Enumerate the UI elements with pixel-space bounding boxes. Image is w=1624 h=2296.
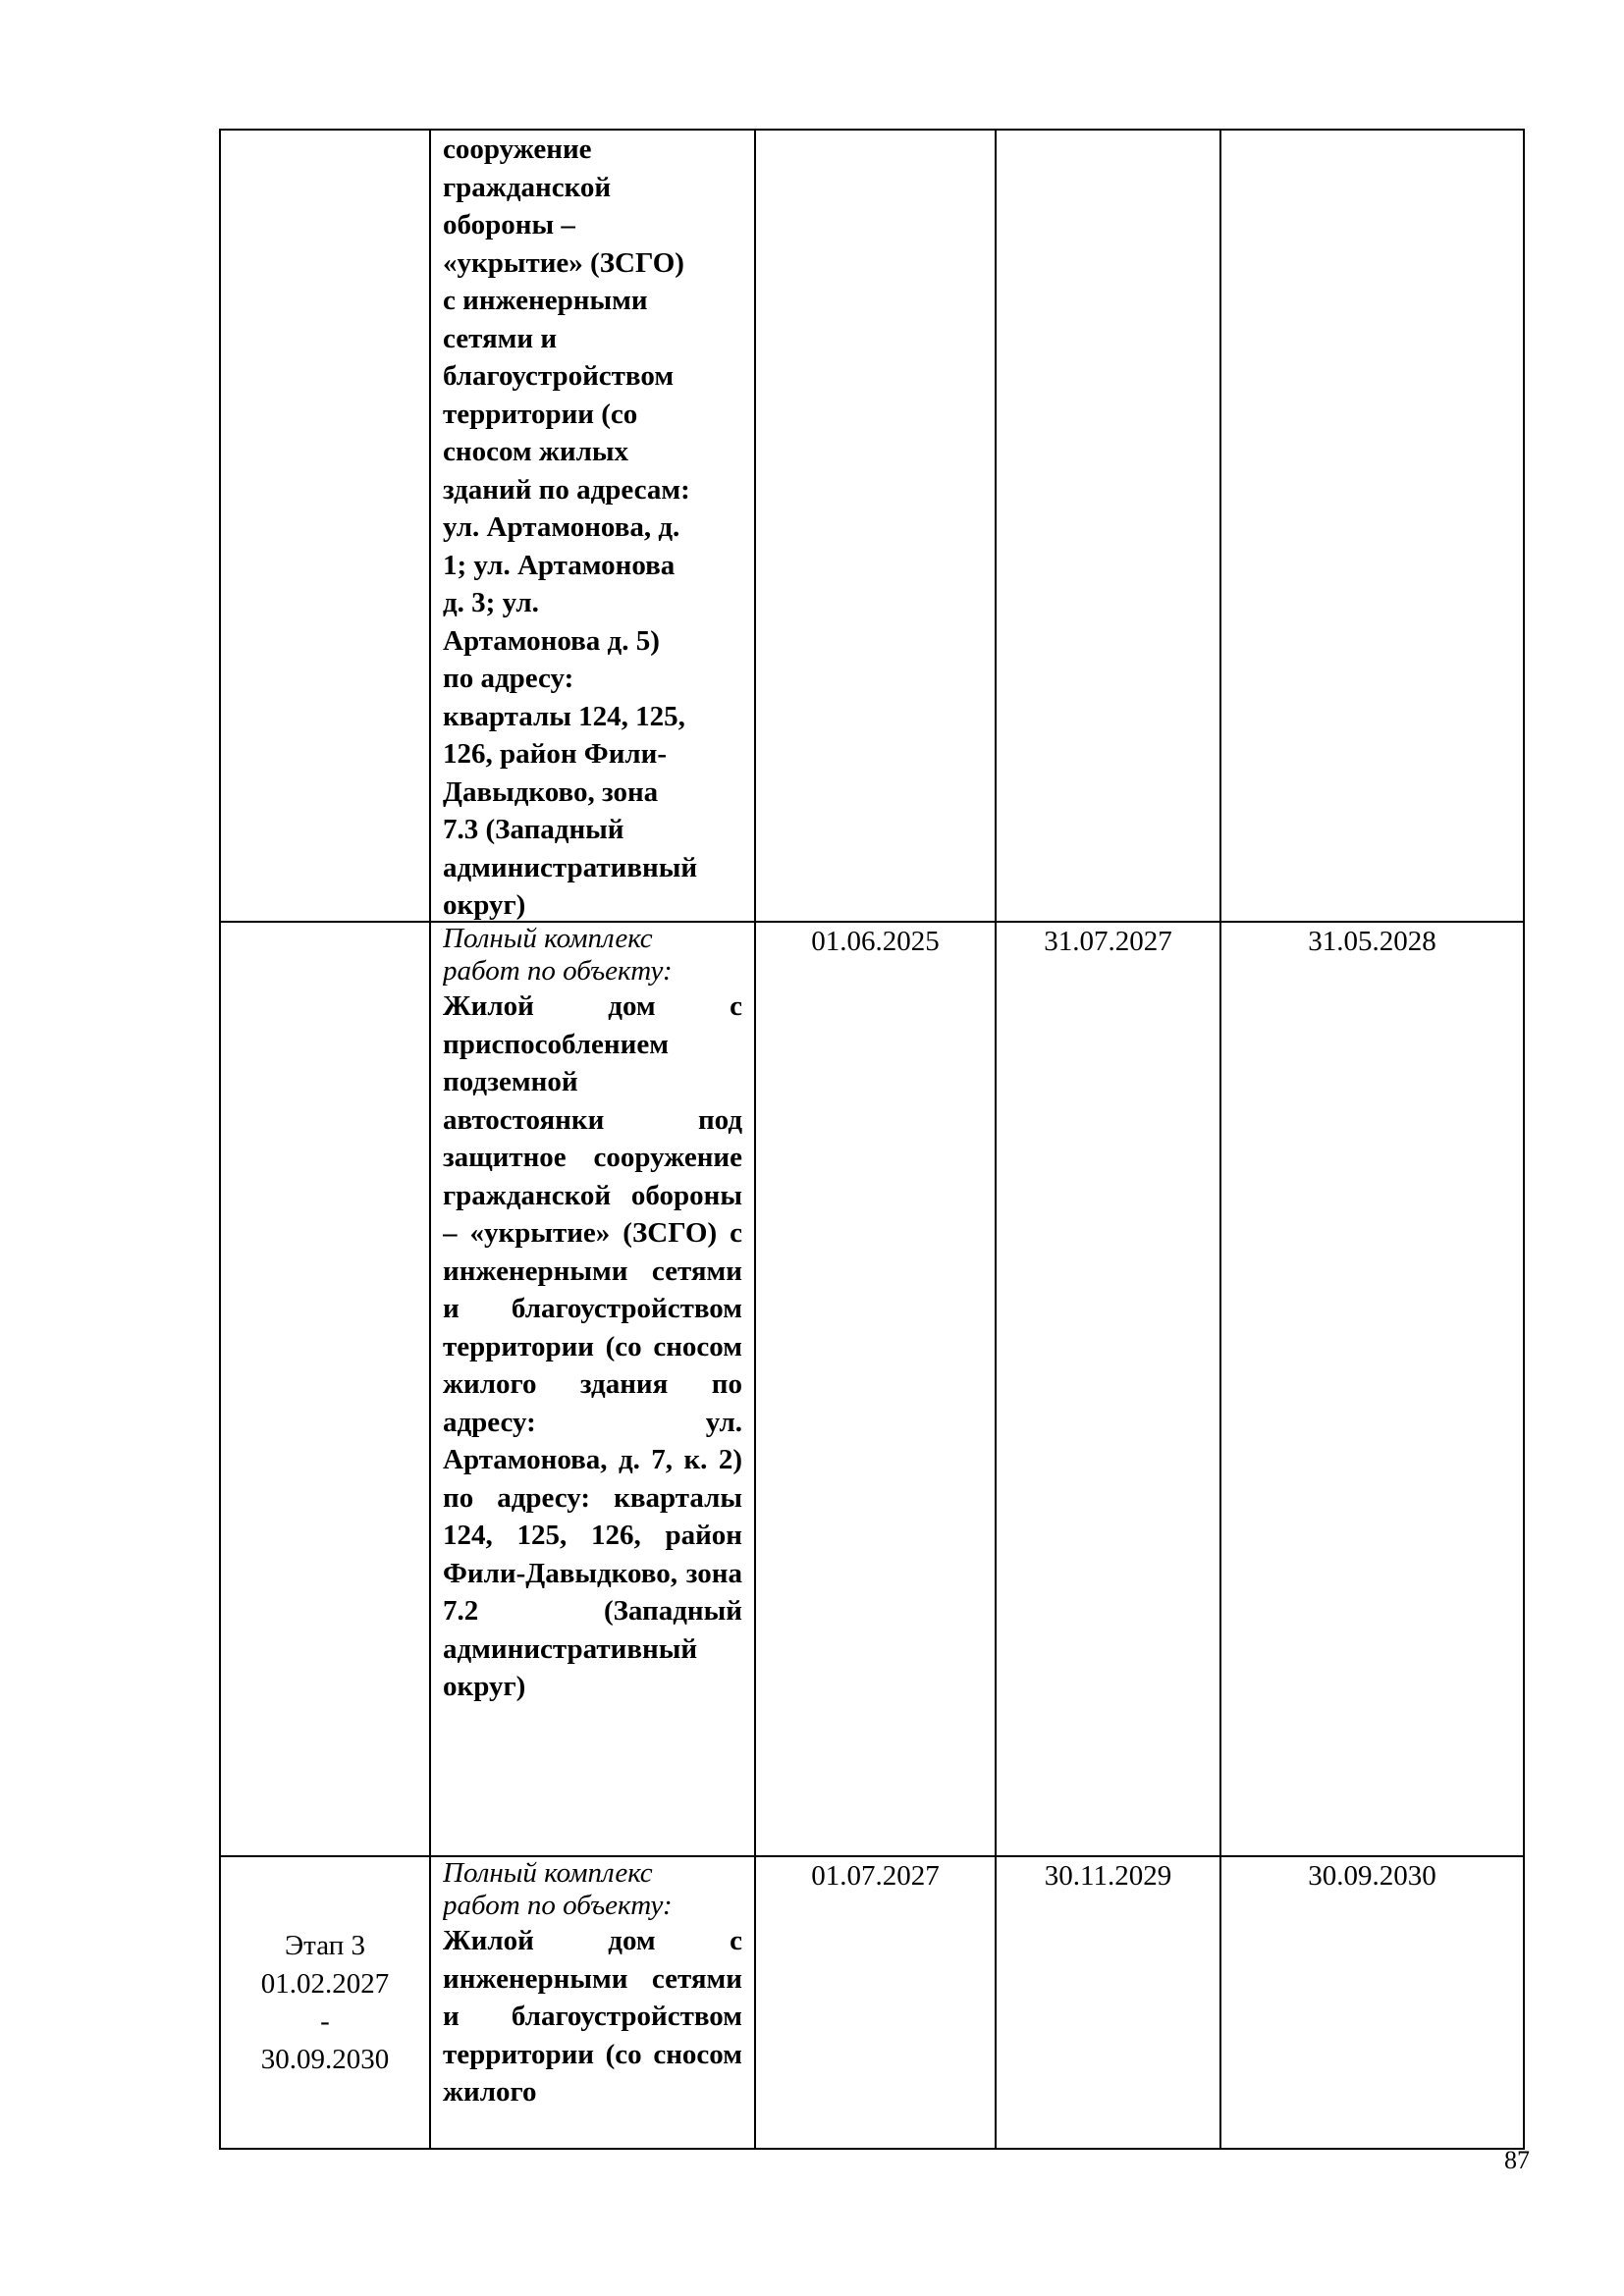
object-description-cell — [430, 922, 755, 1856]
object-title: Жилой дом с приспособлением подземной автостоянки под защитное сооружение гражданской обороны – «укрытие» (ЗСГО) с инженерными сетями и благоустройством территории (со сносом жилого здания по адресу: ул. Артамонова, д. 7, к. 2) по адресу: кварталы 124, 125, 126, район Фили-Давыдково, зона 7.2 (Западный административный округ) — [443, 990, 742, 1702]
end-date-cell — [996, 130, 1220, 922]
stage-cell — [220, 1856, 430, 2149]
work-scope-intro: Полный комплекс работ по объекту: — [443, 1857, 673, 1921]
stage-cell — [220, 922, 430, 1856]
start-date-cell: 01.07.2027 — [755, 1856, 996, 2149]
work-scope-intro: Полный комплекс работ по объекту: — [443, 923, 673, 987]
stage-cell — [220, 130, 430, 922]
stage-label: Этап 3 01.02.2027 - 30.09.2030 — [260, 1930, 390, 2075]
object-title: Жилой дом с инженерными сетями и благоустройством территории (со сносом жилого — [443, 1925, 742, 2108]
table-row — [220, 130, 1524, 922]
start-date-cell: 01.06.2025 — [755, 922, 996, 1856]
end-date-cell: 30.11.2029 — [996, 1856, 1220, 2149]
table-row — [220, 1856, 1524, 2149]
commissioning-date-cell: 31.05.2028 — [1220, 922, 1524, 1856]
commissioning-date-cell — [1220, 130, 1524, 922]
table-row — [220, 922, 1524, 1856]
page-number: 87 — [1504, 2146, 1530, 2174]
end-date-cell: 31.07.2027 — [996, 922, 1220, 1856]
object-description-cell — [430, 1856, 755, 2149]
object-description-cell — [430, 130, 755, 922]
object-title: сооружение гражданской обороны – «укрытие» (ЗСГО) с инженерными сетями и благоустройством территории (со сносом жилых зданий по адресам: ул. Артамонова, д. 1; ул. Артамонова д. 3; ул. Артамонова д. 5) по адресу: кварталы 124, 125, 126, район Фили- Давыдково, зона 7.3 (Западный административный округ) — [443, 133, 698, 921]
construction-schedule-table — [219, 129, 1525, 2150]
start-date-cell — [755, 130, 996, 922]
commissioning-date-cell: 30.09.2030 — [1220, 1856, 1524, 2149]
